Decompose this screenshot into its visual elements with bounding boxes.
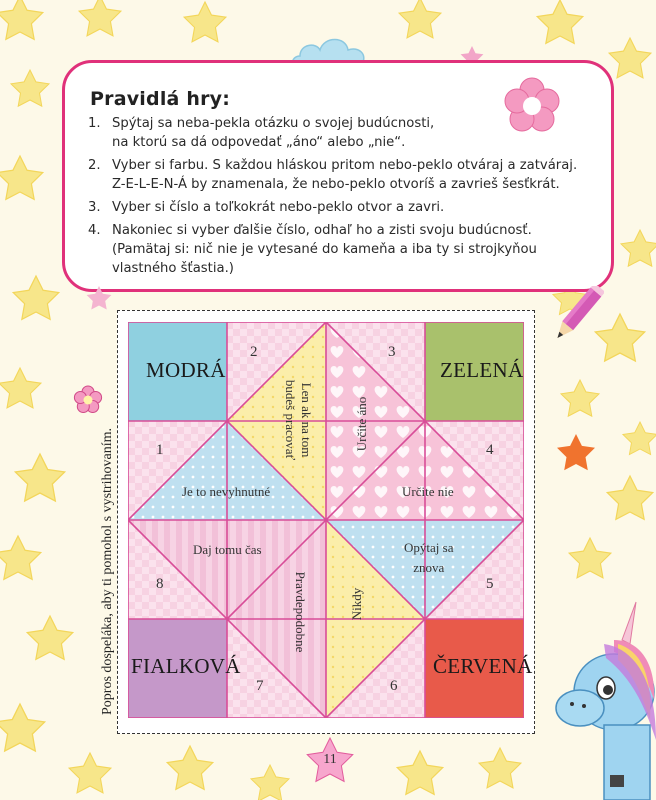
fortune-2-line-2: budeš pracovať — [283, 379, 298, 461]
number-1: 1 — [156, 442, 164, 458]
fortune-5-line-2: znova — [413, 560, 445, 575]
rule-text-line: vlastného šťastia.) — [112, 261, 234, 276]
rule-text-line: na ktorú sa dá odpovedať „áno“ alebo „nie“. — [112, 135, 406, 150]
fortune-2-line-1: Len ak na tom — [299, 382, 314, 458]
rule-number: 1. — [88, 116, 101, 131]
rule-text-line: Nakoniec si vyber ďalšie číslo, odhaľ ho a zisti svoju budúcnosť. — [112, 223, 532, 238]
number-2: 2 — [250, 344, 258, 360]
fortune-6-text: Nikdy — [349, 587, 364, 621]
color-label-green: ZELENÁ — [440, 358, 524, 382]
color-label-red: ČERVENÁ — [433, 654, 533, 678]
star-icon — [554, 432, 598, 476]
rule-text-line: Vyber si farbu. S každou hláskou pritom nebo-peklo otváraj a zatváraj. — [112, 158, 578, 173]
unicorn-illustration — [544, 600, 656, 800]
number-6: 6 — [390, 678, 398, 694]
number-3: 3 — [388, 344, 396, 360]
rule-text-line: Z-E-L-E-N-Á by znamenala, že nebo-peklo otvoríš a zavrieš šesťkrát. — [112, 177, 560, 192]
rule-item — [88, 156, 608, 194]
rule-number: 3. — [88, 200, 101, 215]
fortune-8: Daj tomu čas — [193, 542, 262, 557]
number-7: 7 — [256, 678, 264, 694]
rule-item — [88, 198, 608, 217]
star-icon — [84, 284, 114, 314]
fortune-5 — [404, 540, 453, 576]
fortune-1: Je to nevyhnutné — [182, 484, 271, 499]
fortune-4: Určite nie — [402, 484, 454, 499]
rules-list — [88, 114, 608, 282]
rule-number: 2. — [88, 158, 101, 173]
color-label-blue: MODRÁ — [146, 358, 226, 382]
flower-icon — [500, 74, 564, 138]
rule-number: 4. — [88, 223, 101, 238]
flower-icon — [72, 384, 104, 416]
fortune-3-text: Určite áno — [354, 396, 369, 452]
fortune-5-line-1: Opýtaj sa — [404, 540, 454, 555]
rule-text-line: (Pamätaj si: nič nie je vytesané do kameňa a iba ty si strojkyňou — [112, 242, 537, 257]
rule-item — [88, 221, 608, 278]
rule-text-line: Spýtaj sa neba-pekla otázku o svojej budúcnosti, — [112, 116, 435, 131]
rule-text-line: Vyber si číslo a toľkokrát nebo-peklo otvor a zavri. — [112, 200, 445, 215]
number-5: 5 — [486, 576, 494, 592]
page-number: 11 — [323, 752, 337, 767]
number-8: 8 — [156, 576, 164, 592]
color-label-purple: FIALKOVÁ — [131, 654, 241, 678]
number-4: 4 — [486, 442, 494, 458]
pencil-icon — [544, 286, 604, 354]
fortune-7-text: Pravdepodobne — [293, 571, 308, 653]
side-note: Popros dospeláka, aby ti pomohol s vystrihovaním. — [100, 428, 115, 715]
rules-title: Pravidlá hry: — [90, 88, 231, 110]
